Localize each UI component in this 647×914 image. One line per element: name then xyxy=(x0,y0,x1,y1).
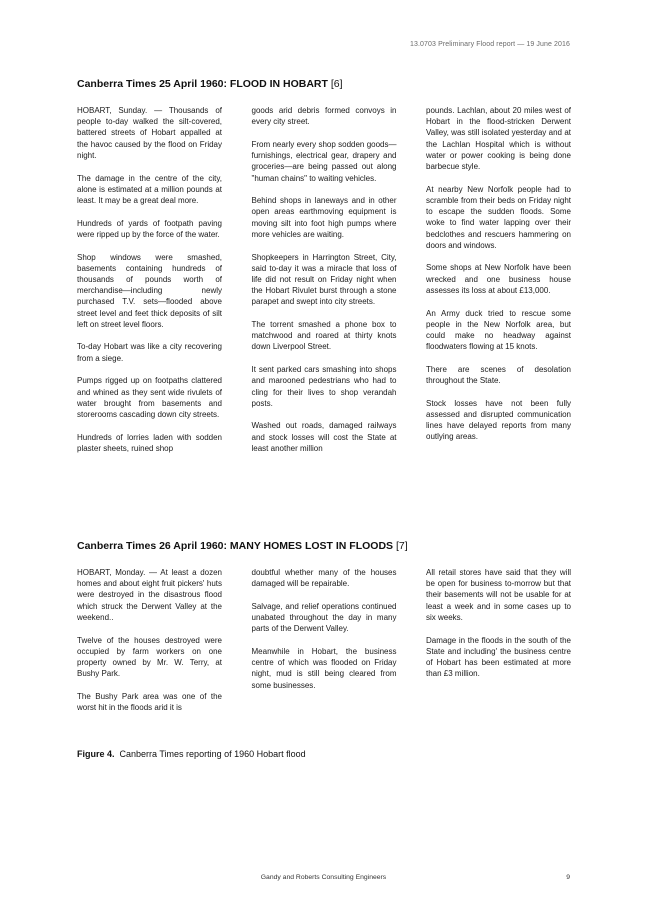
article-column-1 xyxy=(77,567,222,725)
figure-label: Figure 4. xyxy=(77,749,115,759)
paragraph: Stock losses have not been fully assessed and disrupted communication lines have delayed reports from many outlying areas. xyxy=(426,398,571,442)
paragraph: An Army duck tried to rescue some people in the New Norfolk area, but could make no headway against floodwaters flowing at 15 knots. xyxy=(426,308,571,352)
paragraph: Meanwhile in Hobart, the business centre of which was flooded on Friday night, mud is still being cleared from some businesses. xyxy=(251,647,397,690)
paragraph: Hundreds of yards of footpath paving were ripped up by the force of the water. xyxy=(77,218,222,239)
paragraph: All retail stores have said that they will be open for business to-morrow but that their basements will not be usable for at least a week and in some cases up to six weeks. xyxy=(426,568,571,622)
paragraph: pounds. Lachlan, about 20 miles west of Hobart in the flood-stricken Derwent Valley, was still isolated yesterday and at the Lachlan Hospital which is without water or power cooking is being done barbecue style. xyxy=(426,106,571,172)
paragraph: Shopkeepers in Harrington Street, City, said to-day it was a miracle that loss of life did not result on Friday night when the Hobart Rivulet burst through a stone parapet and swept into city streets. xyxy=(251,252,397,307)
paragraph: The damage in the centre of the city, alone is estimated at a million pounds at least. It may be a great deal more. xyxy=(77,173,222,205)
article-column-3 xyxy=(426,567,571,725)
article-title-text: Canberra Times 26 April 1960: MANY HOMES LOST IN FLOODS xyxy=(77,540,394,552)
paragraph: Twelve of the houses destroyed were occupied by farm workers on one property owned by Mr. W. Terry, at Bushy Park. xyxy=(77,635,222,679)
article-column-2 xyxy=(252,105,397,466)
article-reference: [6] xyxy=(330,78,343,90)
article-reference: [7] xyxy=(395,540,408,552)
article-title xyxy=(77,540,571,552)
paragraph: From nearly every shop sodden goods—furnishings, electrical gear, drapery and groceries—are being passed out along "human chains" to waiting vehicles. xyxy=(251,139,397,183)
figure-caption-text: Canberra Times reporting of 1960 Hobart flood xyxy=(119,749,306,759)
article-columns xyxy=(77,105,571,466)
figure-caption xyxy=(77,749,306,759)
article-title xyxy=(77,78,571,90)
paragraph: Pumps rigged up on footpaths clattered and whined as they sent wide rivulets of water brought from basements and storerooms cascading down city streets. xyxy=(77,376,222,419)
paragraph: HOBART, Sunday. — Thousands of people to-day walked the silt-covered, battered streets of Hobart appalled at the havoc caused by the flood on Friday night. xyxy=(77,106,222,160)
paragraph: Some shops at New Norfolk have been wrecked and one business house assesses its loss at about £13,000. xyxy=(426,263,571,295)
article-column-1 xyxy=(77,105,222,466)
paragraph: HOBART, Monday. — At least a dozen homes and about eight fruit pickers' huts were destroyed in the disastrous flood which struck the Derwent Valley at the weekend.. xyxy=(77,568,222,622)
article-column-2 xyxy=(252,567,397,725)
paragraph: Behind shops in laneways and in other open areas earthmoving equipment is moving silt into foot high pumps where more vehicles are waiting. xyxy=(251,196,397,239)
paragraph: The torrent smashed a phone box to matchwood and roared at thirty knots down Liverpool Street. xyxy=(251,320,397,352)
paragraph: doubtful whether many of the houses damaged will be repairable. xyxy=(251,568,397,589)
paragraph: To-day Hobart was like a city recovering from a siege. xyxy=(77,342,222,363)
article-columns xyxy=(77,567,571,725)
footer-company: Gandy and Roberts Consulting Engineers xyxy=(260,874,387,881)
paragraph: goods arid debris formed convoys in every city street. xyxy=(251,106,397,127)
paragraph: It sent parked cars smashing into shops and marooned pedestrians who had to cling for their lives to shop verandah posts. xyxy=(251,365,397,408)
paragraph: Salvage, and relief operations continued unabated throughout the day in many parts of the Derwent Valley. xyxy=(251,601,397,634)
paragraph: Damage in the floods in the south of the State and including' the business centre of Hobart has been estimated at more than £3 million. xyxy=(426,635,571,679)
paragraph: Hundreds of lorries laden with sodden plaster sheets, ruined shop xyxy=(77,432,222,453)
paragraph: Washed out roads, damaged railways and stock losses will cost the State at least another million xyxy=(251,421,397,453)
paragraph: Shop windows were smashed, basements containing hundreds of thousands of pounds worth of merchandise—including newly purchased T.V. sets—flooded above street level and feet thick deposits of silt left on street level floors. xyxy=(77,252,222,329)
paragraph: At nearby New Norfolk people had to scramble from their beds on Friday night to escape the sudden floods. Some woke to find water lapping over their bedclothes and rescuers hammering on doors and windows. xyxy=(426,184,571,250)
article-column-3 xyxy=(426,105,571,466)
article-1960-04-26 xyxy=(77,540,571,725)
article-1960-04-25 xyxy=(77,78,571,466)
page-number: 9 xyxy=(566,874,570,881)
paragraph: The Bushy Park area was one of the worst hit in the floods arid it is xyxy=(77,691,222,713)
article-title-text: Canberra Times 25 April 1960: FLOOD IN HOBART xyxy=(77,78,328,90)
document-header-reference: 13.0703 Preliminary Flood report — 19 June 2016 xyxy=(410,41,570,48)
paragraph: There are scenes of desolation throughout the State. xyxy=(426,364,571,386)
